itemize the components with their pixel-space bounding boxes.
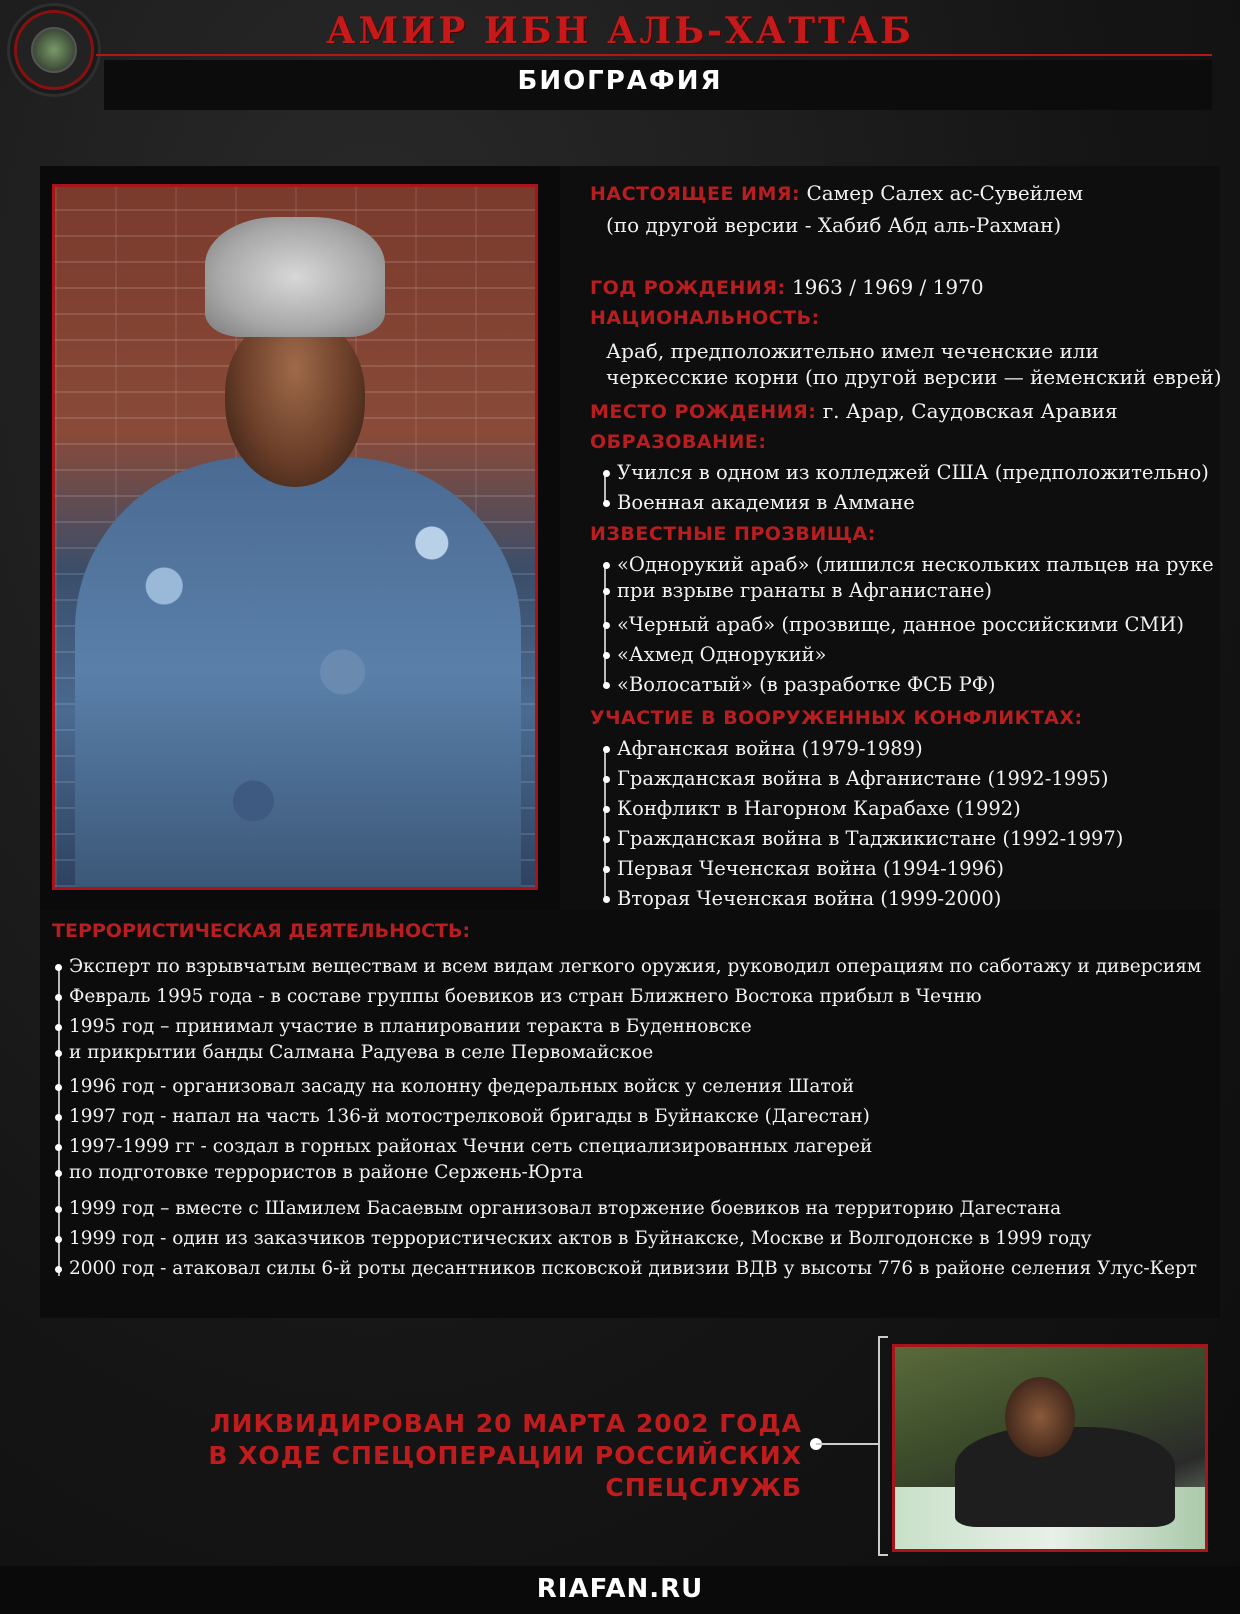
real-name-row: [590, 180, 1083, 207]
list-item: 1999 год - один из заказчиков террористических актов в Буйнакске, Москве и Волгодонске в 1999 году: [69, 1226, 1091, 1252]
fur-hat: [205, 217, 385, 337]
list-item: Февраль 1995 года - в составе группы боевиков из стран Ближнего Востока прибыл в Чечню: [69, 984, 982, 1010]
birthplace-label: МЕСТО РОЖДЕНИЯ:: [590, 401, 817, 423]
list-item: Гражданская война в Таджикистане (1992-1997): [617, 827, 1124, 850]
list-item: 1997-1999 гг - создал в горных районах Чечни сеть специализированных лагерей: [69, 1134, 872, 1160]
list-item-continuation: при взрыве гранаты в Афганистане): [617, 579, 992, 602]
list-item: «Волосатый» (в разработке ФСБ РФ): [617, 673, 996, 696]
nationality-line-1: Араб, предположительно имел чеченские или: [606, 339, 1099, 363]
bearded-face: [225, 317, 365, 487]
liquidation-caption: [40, 1408, 802, 1504]
list-item: Военная академия в Аммане: [617, 491, 915, 514]
list-item: 1996 год - организовал засаду на колонну федеральных войск у селения Шатой: [69, 1074, 854, 1100]
portrait-photo: [52, 184, 538, 890]
list-item: «Черный араб» (прозвище, данное российскими СМИ): [617, 613, 1184, 636]
birthplace-value: г. Арар, Саудовская Аравия: [822, 399, 1118, 423]
nicknames-label: ИЗВЕСТНЫЕ ПРОЗВИЩА:: [590, 523, 876, 545]
connector-line: [816, 1443, 878, 1445]
list-item: Гражданская война в Афганистане (1992-1995): [617, 767, 1109, 790]
list-item-continuation: и прикрытии банды Салмана Радуева в селе Первомайское: [69, 1040, 653, 1066]
footer-site: RIAFAN.RU: [536, 1574, 704, 1604]
liquidation-line-2: В ХОДЕ СПЕЦОПЕРАЦИИ РОССИЙСКИХ СПЕЦСЛУЖБ: [208, 1441, 802, 1502]
list-item: Эксперт по взрывчатым веществам и всем видам легкого оружия, руководил операциям по саботажу и диверсиям: [69, 954, 1201, 980]
page-title: АМИР ИБН АЛЬ-ХАТТАБ: [326, 10, 914, 52]
nationality-label: НАЦИОНАЛЬНОСТЬ:: [590, 307, 820, 329]
list-item: 1999 год – вместе с Шамилем Басаевым организовал вторжение боевиков на территорию Дагестана: [69, 1196, 1061, 1222]
birth-year-value: 1963 / 1969 / 1970: [791, 275, 984, 299]
list-item: 2000 год - атаковал силы 6-й роты десантников псковской дивизии ВДВ у высоты 776 в районе селения Улус-Керт: [69, 1256, 1197, 1282]
list-item: 1995 год – принимал участие в планировании теракта в Буденновске: [69, 1014, 752, 1040]
list-item-continuation: по подготовке террористов в районе Сержень-Юрта: [69, 1160, 583, 1186]
terror-label: ТЕРРОРИСТИЧЕСКАЯ ДЕЯТЕЛЬНОСТЬ:: [52, 920, 471, 942]
real-name-label: НАСТОЯЩЕЕ ИМЯ:: [590, 183, 801, 205]
real-name-alt: (по другой версии - Хабиб Абд аль-Рахман): [606, 213, 1062, 237]
birth-year-row: [590, 274, 984, 301]
page-subtitle: БИОГРАФИЯ: [517, 66, 723, 96]
list-item: Конфликт в Нагорном Карабахе (1992): [617, 797, 1021, 820]
birth-year-label: ГОД РОЖДЕНИЯ:: [590, 277, 786, 299]
education-label: ОБРАЗОВАНИЕ:: [590, 431, 767, 453]
list-item: «Однорукий араб» (лишился нескольких пальцев на руке: [617, 553, 1214, 576]
liquidation-photo: [892, 1344, 1208, 1552]
list-item: «Ахмед Однорукий»: [617, 643, 827, 666]
real-name-value: Самер Салех ас-Сувейлем: [806, 181, 1084, 205]
nationality-line-2: черкесские корни (по другой версии — йеменский еврей): [606, 365, 1222, 389]
list-item: Первая Чеченская война (1994-1996): [617, 857, 1005, 880]
list-item: Учился в одном из колледжей США (предположительно): [617, 461, 1209, 484]
camouflage-jacket: [75, 457, 521, 887]
liquidation-line-1: ЛИКВИДИРОВАН 20 МАРТА 2002 ГОДА: [209, 1409, 802, 1438]
list-item: Афганская война (1979-1989): [617, 737, 923, 760]
photo-bracket: [878, 1336, 888, 1556]
list-item: Вторая Чеченская война (1999-2000): [617, 887, 1002, 910]
header-divider: [96, 54, 1212, 56]
list-item: 1997 год - напал на часть 136-й мотострелковой бригады в Буйнакске (Дагестан): [69, 1104, 870, 1130]
conflicts-label: УЧАСТИЕ В ВООРУЖЕННЫХ КОНФЛИКТАХ:: [590, 707, 1083, 729]
birthplace-row: [590, 398, 1118, 425]
